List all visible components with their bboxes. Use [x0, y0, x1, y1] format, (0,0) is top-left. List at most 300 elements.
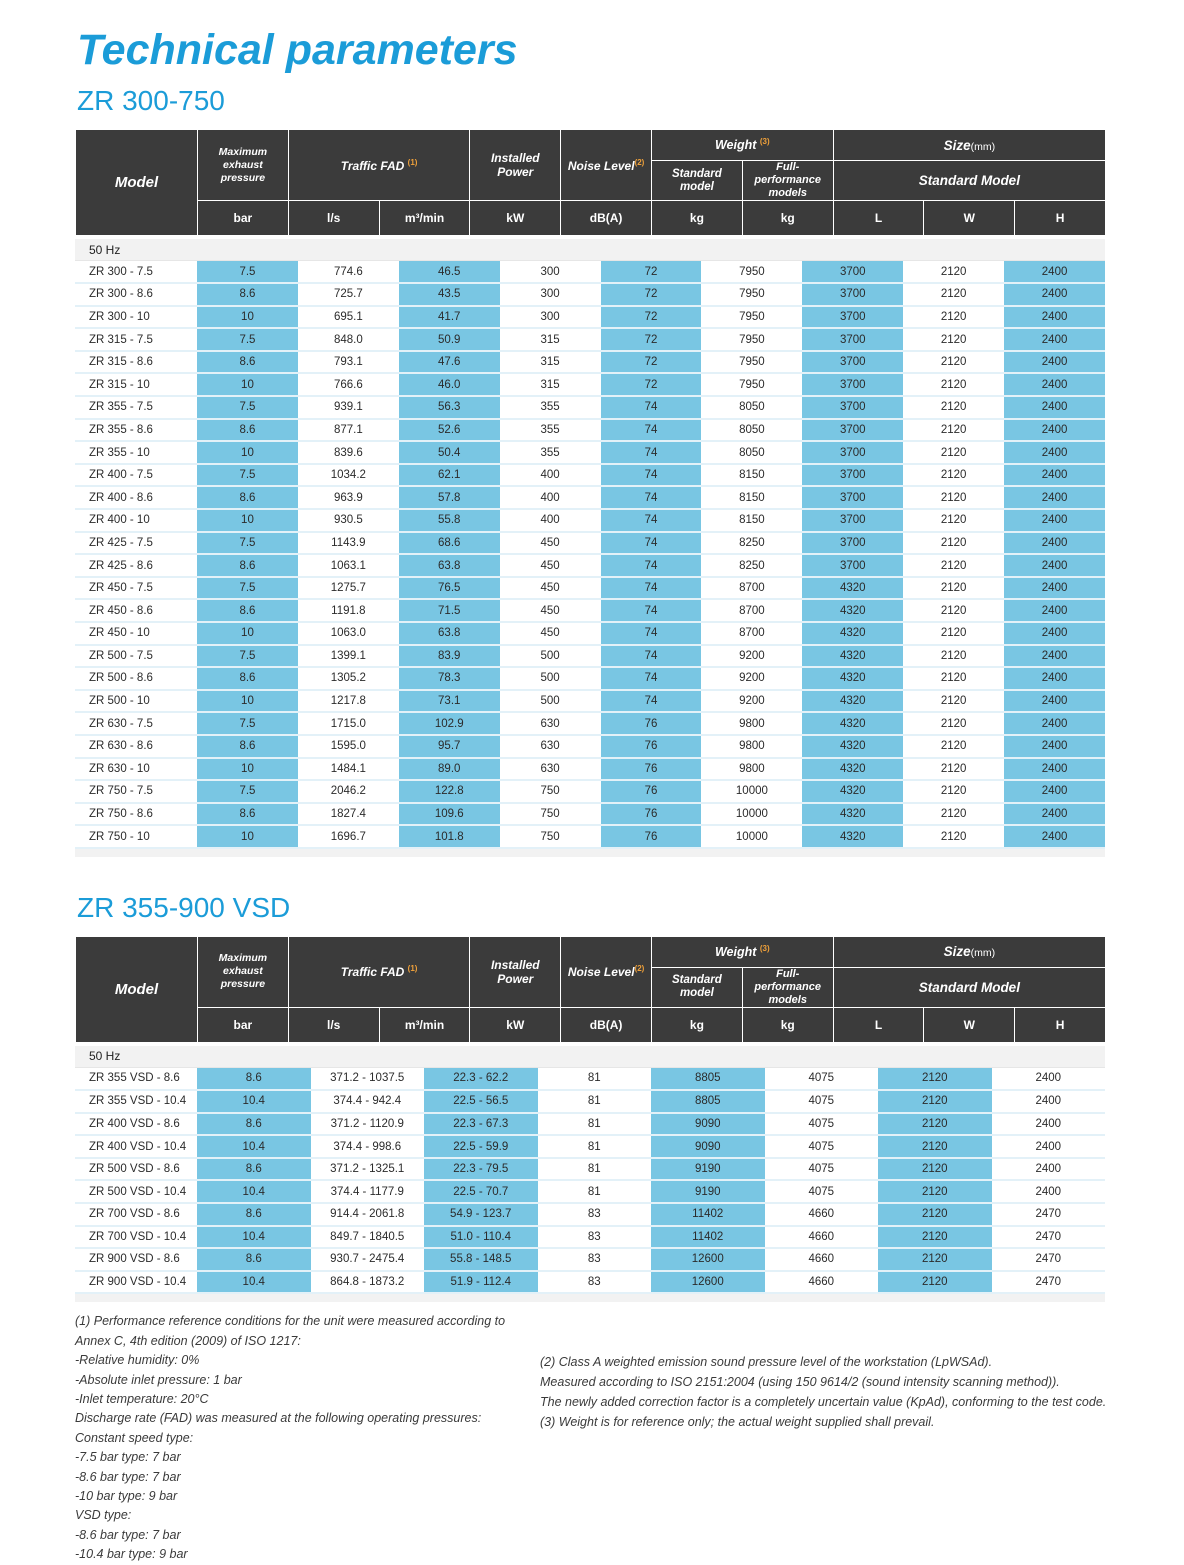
model-cell: ZR 630 - 10	[75, 758, 197, 781]
value-cell: 74	[601, 645, 702, 668]
value-cell: 74	[601, 441, 702, 464]
unit-header-dba: dB(A)	[561, 1007, 652, 1042]
model-cell: ZR 315 - 7.5	[75, 328, 197, 351]
value-cell: 56.3	[399, 396, 500, 419]
value-cell: 8700	[701, 622, 802, 645]
value-cell: 2400	[1004, 645, 1105, 668]
value-cell: 74	[601, 690, 702, 713]
footnote-line: -7.5 bar type: 7 bar	[75, 1450, 181, 1465]
footnote-line: -Absolute inlet pressure: 1 bar	[75, 1372, 242, 1387]
value-cell: 2470	[992, 1248, 1106, 1271]
model-cell: ZR 630 - 7.5	[75, 712, 197, 735]
table-row	[75, 645, 1105, 668]
value-cell: 2120	[903, 712, 1004, 735]
value-cell: 8.6	[197, 735, 298, 758]
column-header-max-exhaust-pressure: Maximum exhaust pressure	[198, 130, 289, 201]
value-cell: 1484.1	[298, 758, 399, 781]
value-cell: 766.6	[298, 373, 399, 396]
value-cell: 10	[197, 690, 298, 713]
model-cell: ZR 400 - 8.6	[75, 486, 197, 509]
table-row	[75, 419, 1105, 442]
table-row	[75, 758, 1105, 781]
value-cell: 4075	[765, 1158, 879, 1181]
value-cell: 315	[500, 328, 601, 351]
value-cell: 10.4	[197, 1271, 311, 1294]
value-cell: 849.7 - 1840.5	[311, 1226, 425, 1249]
unit-header-dba: dB(A)	[561, 201, 652, 236]
model-cell: ZR 355 - 7.5	[75, 396, 197, 419]
value-cell: 2400	[1004, 464, 1105, 487]
size-unit-label: (mm)	[970, 140, 996, 153]
column-header-traffic-fad	[288, 936, 470, 1007]
footnote-line: (2) Class A weighted emission sound pressure level of the workstation (LpWSAd).	[540, 1355, 993, 1370]
value-cell: 300	[500, 261, 601, 284]
value-cell: 1191.8	[298, 599, 399, 622]
value-cell: 81	[538, 1113, 652, 1136]
value-cell: 450	[500, 577, 601, 600]
value-cell: 7.5	[197, 261, 298, 284]
table-row	[75, 825, 1105, 848]
value-cell: 4075	[765, 1067, 879, 1090]
column-header-weight-standard-model: Standard model	[652, 161, 743, 201]
model-cell: ZR 300 - 10	[75, 306, 197, 329]
unit-header-bar: bar	[198, 201, 289, 236]
value-cell: 51.9 - 112.4	[424, 1271, 538, 1294]
footnote-ref-2: (2)	[634, 157, 645, 167]
value-cell: 2120	[903, 599, 1004, 622]
value-cell: 102.9	[399, 712, 500, 735]
value-cell: 877.1	[298, 419, 399, 442]
model-cell: ZR 900 VSD - 8.6	[75, 1248, 197, 1271]
value-cell: 9200	[701, 645, 802, 668]
value-cell: 2400	[1004, 825, 1105, 848]
table-bottom-strip	[75, 848, 1105, 857]
value-cell: 54.9 - 123.7	[424, 1203, 538, 1226]
value-cell: 2400	[1004, 283, 1105, 306]
value-cell: 9200	[701, 667, 802, 690]
value-cell: 63.8	[399, 554, 500, 577]
model-cell: ZR 400 VSD - 10.4	[75, 1135, 197, 1158]
value-cell: 793.1	[298, 351, 399, 374]
zr-355-900-vsd-table-body	[75, 1043, 1105, 1302]
value-cell: 81	[538, 1090, 652, 1113]
value-cell: 8700	[701, 577, 802, 600]
value-cell: 2400	[1004, 441, 1105, 464]
noise-level-label: Noise Level	[567, 158, 635, 173]
value-cell: 2470	[992, 1271, 1106, 1294]
value-cell: 450	[500, 532, 601, 555]
value-cell: 8.6	[197, 1113, 311, 1136]
value-cell: 47.6	[399, 351, 500, 374]
value-cell: 10.4	[197, 1180, 311, 1203]
value-cell: 74	[601, 509, 702, 532]
value-cell: 81	[538, 1135, 652, 1158]
value-cell: 3700	[802, 554, 903, 577]
column-header-size-standard-model: Standard Model	[833, 967, 1105, 1007]
value-cell: 83.9	[399, 645, 500, 668]
value-cell: 8.6	[197, 1248, 311, 1271]
weight-label: Weight	[714, 945, 757, 960]
value-cell: 2120	[878, 1090, 992, 1113]
value-cell: 55.8 - 148.5	[424, 1248, 538, 1271]
unit-header-kg-standard: kg	[652, 1007, 743, 1042]
value-cell: 1696.7	[298, 825, 399, 848]
unit-header-kw: kW	[470, 201, 561, 236]
footnote-line: The newly added correction factor is a completely uncertain value (KpAd), conforming to the test code.	[540, 1395, 1107, 1410]
footnote-column-left	[75, 1312, 540, 1564]
value-cell: 695.1	[298, 306, 399, 329]
value-cell: 22.3 - 62.2	[424, 1067, 538, 1090]
value-cell: 2400	[1004, 509, 1105, 532]
column-header-weight-standard-model: Standard model	[652, 967, 743, 1007]
value-cell: 73.1	[399, 690, 500, 713]
value-cell: 963.9	[298, 486, 399, 509]
value-cell: 4320	[802, 622, 903, 645]
value-cell: 2120	[903, 780, 1004, 803]
value-cell: 9800	[701, 758, 802, 781]
value-cell: 2120	[878, 1203, 992, 1226]
table-row	[75, 1226, 1105, 1249]
model-cell: ZR 500 - 10	[75, 690, 197, 713]
value-cell: 8250	[701, 554, 802, 577]
value-cell: 2120	[903, 419, 1004, 442]
unit-header-kg-standard: kg	[652, 201, 743, 236]
value-cell: 9090	[651, 1113, 765, 1136]
value-cell: 4320	[802, 712, 903, 735]
value-cell: 2400	[1004, 486, 1105, 509]
value-cell: 7.5	[197, 645, 298, 668]
table-row	[75, 1158, 1105, 1181]
zr-300-750-table-body	[75, 236, 1105, 857]
value-cell: 3700	[802, 464, 903, 487]
value-cell: 371.2 - 1120.9	[311, 1113, 425, 1136]
unit-header-w: W	[924, 201, 1015, 236]
value-cell: 930.5	[298, 509, 399, 532]
value-cell: 72	[601, 283, 702, 306]
value-cell: 8050	[701, 396, 802, 419]
value-cell: 400	[500, 464, 601, 487]
value-cell: 400	[500, 509, 601, 532]
value-cell: 9800	[701, 712, 802, 735]
value-cell: 7950	[701, 373, 802, 396]
table-row	[75, 351, 1105, 374]
value-cell: 10.4	[197, 1090, 311, 1113]
table-row	[75, 712, 1105, 735]
value-cell: 4320	[802, 758, 903, 781]
value-cell: 2400	[1004, 780, 1105, 803]
value-cell: 11402	[651, 1203, 765, 1226]
value-cell: 11402	[651, 1226, 765, 1249]
value-cell: 939.1	[298, 396, 399, 419]
value-cell: 81	[538, 1158, 652, 1181]
column-header-size	[833, 130, 1105, 161]
value-cell: 72	[601, 261, 702, 284]
value-cell: 2400	[1004, 622, 1105, 645]
value-cell: 72	[601, 328, 702, 351]
footnotes	[75, 1312, 1109, 1564]
value-cell: 2400	[1004, 712, 1105, 735]
value-cell: 50.4	[399, 441, 500, 464]
value-cell: 43.5	[399, 283, 500, 306]
value-cell: 74	[601, 396, 702, 419]
value-cell: 400	[500, 486, 601, 509]
value-cell: 4320	[802, 599, 903, 622]
unit-header-kg-full: kg	[742, 201, 833, 236]
value-cell: 300	[500, 283, 601, 306]
column-header-model: Model	[76, 130, 198, 236]
value-cell: 2120	[903, 735, 1004, 758]
model-cell: ZR 355 - 10	[75, 441, 197, 464]
table-row	[75, 464, 1105, 487]
column-header-noise-level	[561, 130, 652, 201]
value-cell: 7950	[701, 261, 802, 284]
column-header-max-exhaust-pressure: Maximum exhaust pressure	[198, 936, 289, 1007]
value-cell: 74	[601, 667, 702, 690]
column-header-weight-full-performance: Full-performance models	[742, 967, 833, 1007]
value-cell: 2400	[992, 1090, 1106, 1113]
footnote-ref-1: (1)	[407, 157, 418, 167]
unit-header-w: W	[924, 1007, 1015, 1042]
value-cell: 8.6	[197, 554, 298, 577]
value-cell: 2120	[903, 283, 1004, 306]
table-row	[75, 1090, 1105, 1113]
value-cell: 41.7	[399, 306, 500, 329]
value-cell: 2120	[903, 486, 1004, 509]
value-cell: 774.6	[298, 261, 399, 284]
value-cell: 83	[538, 1248, 652, 1271]
value-cell: 7.5	[197, 577, 298, 600]
model-cell: ZR 500 - 7.5	[75, 645, 197, 668]
frequency-label: 50 Hz	[75, 238, 1105, 261]
value-cell: 315	[500, 351, 601, 374]
value-cell: 8.6	[197, 599, 298, 622]
value-cell: 9090	[651, 1135, 765, 1158]
value-cell: 72	[601, 351, 702, 374]
table-row	[75, 667, 1105, 690]
value-cell: 72	[601, 306, 702, 329]
value-cell: 2400	[1004, 351, 1105, 374]
value-cell: 10	[197, 373, 298, 396]
value-cell: 355	[500, 441, 601, 464]
model-cell: ZR 450 - 8.6	[75, 599, 197, 622]
model-cell: ZR 425 - 7.5	[75, 532, 197, 555]
unit-header-bar: bar	[198, 1007, 289, 1042]
value-cell: 83	[538, 1226, 652, 1249]
value-cell: 78.3	[399, 667, 500, 690]
value-cell: 2120	[903, 509, 1004, 532]
value-cell: 81	[538, 1180, 652, 1203]
table-row	[75, 509, 1105, 532]
footnote-column-right	[540, 1312, 1109, 1564]
value-cell: 74	[601, 419, 702, 442]
value-cell: 89.0	[399, 758, 500, 781]
value-cell: 4320	[802, 577, 903, 600]
value-cell: 76	[601, 780, 702, 803]
value-cell: 2400	[1004, 261, 1105, 284]
table-row	[75, 532, 1105, 555]
table-row	[75, 780, 1105, 803]
value-cell: 2400	[1004, 667, 1105, 690]
value-cell: 8.6	[197, 1158, 311, 1181]
value-cell: 2120	[903, 373, 1004, 396]
value-cell: 374.4 - 998.6	[311, 1135, 425, 1158]
table-bottom-strip-cell	[75, 1293, 1105, 1302]
value-cell: 50.9	[399, 328, 500, 351]
value-cell: 76	[601, 825, 702, 848]
value-cell: 3700	[802, 486, 903, 509]
model-cell: ZR 750 - 8.6	[75, 803, 197, 826]
footnote-line: Discharge rate (FAD) was measured at the following operating pressures:	[75, 1411, 482, 1426]
value-cell: 2400	[992, 1180, 1106, 1203]
value-cell: 109.6	[399, 803, 500, 826]
model-cell: ZR 355 - 8.6	[75, 419, 197, 442]
value-cell: 9190	[651, 1158, 765, 1181]
model-cell: ZR 400 VSD - 8.6	[75, 1113, 197, 1136]
value-cell: 62.1	[399, 464, 500, 487]
value-cell: 4320	[802, 645, 903, 668]
value-cell: 1063.0	[298, 622, 399, 645]
unit-header-kg-full: kg	[742, 1007, 833, 1042]
value-cell: 71.5	[399, 599, 500, 622]
table-row	[75, 1248, 1105, 1271]
value-cell: 63.8	[399, 622, 500, 645]
model-cell: ZR 750 - 10	[75, 825, 197, 848]
value-cell: 2120	[903, 328, 1004, 351]
value-cell: 12600	[651, 1248, 765, 1271]
value-cell: 9190	[651, 1180, 765, 1203]
value-cell: 2400	[1004, 419, 1105, 442]
value-cell: 10	[197, 758, 298, 781]
unit-header-m3min: m³/min	[379, 1007, 470, 1042]
value-cell: 4320	[802, 780, 903, 803]
table-row	[75, 803, 1105, 826]
value-cell: 51.0 - 110.4	[424, 1226, 538, 1249]
value-cell: 2120	[903, 464, 1004, 487]
table-row	[75, 1271, 1105, 1294]
value-cell: 8.6	[197, 486, 298, 509]
weight-label: Weight	[714, 138, 757, 153]
table-row	[75, 1180, 1105, 1203]
value-cell: 1715.0	[298, 712, 399, 735]
value-cell: 68.6	[399, 532, 500, 555]
table-row	[75, 283, 1105, 306]
unit-header-l: L	[833, 201, 924, 236]
value-cell: 2400	[1004, 554, 1105, 577]
unit-header-m3min: m³/min	[379, 201, 470, 236]
value-cell: 22.3 - 67.3	[424, 1113, 538, 1136]
unit-header-l: L	[833, 1007, 924, 1042]
value-cell: 2400	[992, 1067, 1106, 1090]
value-cell: 864.8 - 1873.2	[311, 1271, 425, 1294]
value-cell: 81	[538, 1067, 652, 1090]
table-row	[75, 373, 1105, 396]
value-cell: 8.6	[197, 803, 298, 826]
value-cell: 2046.2	[298, 780, 399, 803]
value-cell: 2120	[878, 1226, 992, 1249]
value-cell: 76.5	[399, 577, 500, 600]
value-cell: 10	[197, 622, 298, 645]
value-cell: 4320	[802, 803, 903, 826]
value-cell: 83	[538, 1271, 652, 1294]
value-cell: 1063.1	[298, 554, 399, 577]
value-cell: 4320	[802, 690, 903, 713]
value-cell: 10000	[701, 803, 802, 826]
value-cell: 8050	[701, 441, 802, 464]
table-row	[75, 577, 1105, 600]
value-cell: 450	[500, 622, 601, 645]
value-cell: 2400	[1004, 758, 1105, 781]
value-cell: 74	[601, 599, 702, 622]
value-cell: 2400	[1004, 599, 1105, 622]
value-cell: 52.6	[399, 419, 500, 442]
value-cell: 750	[500, 825, 601, 848]
value-cell: 2400	[1004, 373, 1105, 396]
value-cell: 8700	[701, 599, 802, 622]
value-cell: 76	[601, 758, 702, 781]
value-cell: 2120	[903, 803, 1004, 826]
value-cell: 7.5	[197, 712, 298, 735]
value-cell: 848.0	[298, 328, 399, 351]
value-cell: 7.5	[197, 464, 298, 487]
value-cell: 2120	[903, 532, 1004, 555]
value-cell: 8.6	[197, 351, 298, 374]
value-cell: 630	[500, 735, 601, 758]
column-header-installed-power: Installed Power	[470, 936, 561, 1007]
value-cell: 76	[601, 735, 702, 758]
value-cell: 46.5	[399, 261, 500, 284]
value-cell: 2120	[903, 554, 1004, 577]
noise-level-label: Noise Level	[567, 965, 635, 980]
frequency-section-row	[75, 1044, 1105, 1067]
value-cell: 1827.4	[298, 803, 399, 826]
value-cell: 4660	[765, 1271, 879, 1294]
footnote-line: -8.6 bar type: 7 bar	[75, 1527, 181, 1542]
value-cell: 725.7	[298, 283, 399, 306]
value-cell: 914.4 - 2061.8	[311, 1203, 425, 1226]
column-header-size-standard-model: Standard Model	[833, 161, 1105, 201]
frequency-section-row	[75, 238, 1105, 261]
value-cell: 10	[197, 306, 298, 329]
value-cell: 8.6	[197, 1203, 311, 1226]
value-cell: 1034.2	[298, 464, 399, 487]
value-cell: 2400	[992, 1135, 1106, 1158]
unit-header-ls: l/s	[288, 201, 379, 236]
value-cell: 2120	[903, 306, 1004, 329]
value-cell: 4320	[802, 667, 903, 690]
section-title-zr-355-900-vsd: ZR 355-900 VSD	[77, 891, 291, 923]
value-cell: 2470	[992, 1203, 1106, 1226]
value-cell: 10.4	[197, 1135, 311, 1158]
value-cell: 22.5 - 56.5	[424, 1090, 538, 1113]
value-cell: 300	[500, 306, 601, 329]
frequency-label: 50 Hz	[75, 1044, 1105, 1067]
section-title-zr-300-750: ZR 300-750	[77, 85, 225, 116]
value-cell: 4320	[802, 825, 903, 848]
value-cell: 10	[197, 441, 298, 464]
value-cell: 750	[500, 780, 601, 803]
size-label: Size	[943, 944, 971, 960]
value-cell: 10	[197, 509, 298, 532]
value-cell: 7950	[701, 351, 802, 374]
footnote-line: -8.6 bar type: 7 bar	[75, 1469, 181, 1484]
value-cell: 500	[500, 645, 601, 668]
table-bottom-strip	[75, 1293, 1105, 1302]
value-cell: 4075	[765, 1180, 879, 1203]
value-cell: 2120	[903, 667, 1004, 690]
table-row	[75, 690, 1105, 713]
footnote-ref-3: (3)	[759, 944, 770, 954]
value-cell: 83	[538, 1203, 652, 1226]
